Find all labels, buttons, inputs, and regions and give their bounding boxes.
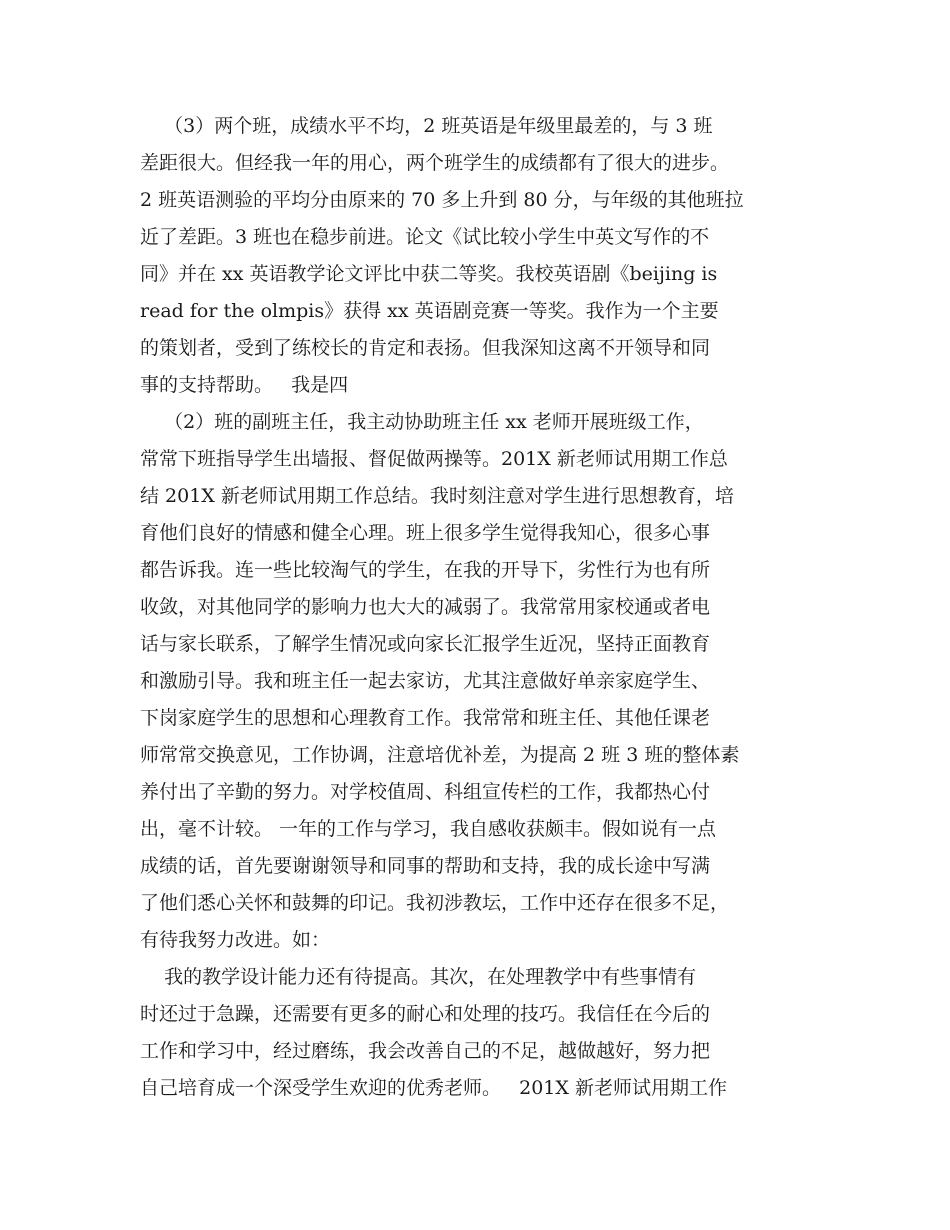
text-line: 的策划者，受到了练校长的肯定和表扬。但我深知这离不开领导和同 [140,337,711,359]
text-line: 和激励引导。我和班主任一起去家访，尤其注意做好单亲家庭学生、 [140,670,711,692]
text-line: （3）两个班，成绩水平不均，2 班英语是年级里最差的，与 3 班 [140,115,713,137]
text-line: 自己培育成一个深受学生欢迎的优秀老师。 201X 新老师试用期工作 [140,1077,727,1099]
text-line: 话与家长联系，了解学生情况或向家长汇报学生近况，坚持正面教育 [140,633,711,655]
text-line: 都告诉我。连一些比较淘气的学生，在我的开导下，劣性行为也有所 [140,559,711,581]
text-line: 收敛，对其他同学的影响力也大大的减弱了。我常常用家校通或者电 [140,596,711,618]
text-line: 下岗家庭学生的思想和心理教育工作。我常常和班主任、其他任课老 [140,707,711,729]
text-line: 事的支持帮助。 我是四 [140,374,349,396]
text-line: 工作和学习中，经过磨练，我会改善自己的不足，越做越好，努力把 [140,1040,711,1062]
text-line: 了他们悉心关怀和鼓舞的印记。我初涉教坛，工作中还存在很多不足， [140,892,730,914]
paragraph-2 [140,404,812,959]
text-line: 成绩的话，首先要谢谢领导和同事的帮助和支持，我的成长途中写满 [140,855,711,877]
text-line: 近了差距。3 班也在稳步前进。论文《试比较小学生中英文写作的不 [140,226,710,248]
text-line: 同》并在 xx 英语教学论文评比中获二等奖。我校英语剧《beijing is [140,263,718,285]
text-line: 出，毫不计较。 一年的工作与学习，我自感收获颇丰。假如说有一点 [140,818,717,840]
text-line: 时还过于急躁，还需要有更多的耐心和处理的技巧。我信任在今后的 [140,1003,711,1025]
text-line: 有待我努力改进。如： [140,929,331,951]
paragraph-3 [140,959,812,1107]
text-line: 育他们良好的情感和健全心理。班上很多学生觉得我知心，很多心事 [140,522,711,544]
document-body [140,108,812,1107]
text-line: 我的教学设计能力还有待提高。其次，在处理教学中有些事情有 [140,966,697,988]
text-line: 差距很大。但经我一年的用心，两个班学生的成绩都有了很大的进步。 [140,152,730,174]
text-line: 2 班英语测验的平均分由原来的 70 多上升到 80 分，与年级的其他班拉 [140,189,744,211]
paragraph-1 [140,108,812,404]
text-line: 结 201X 新老师试用期工作总结。我时刻注意对学生进行思想教育，培 [140,485,734,507]
text-line: （2）班的副班主任，我主动协助班主任 xx 老师开展班级工作， [140,411,704,433]
text-line: 养付出了辛勤的努力。对学校值周、科组宣传栏的工作，我都热心付 [140,781,711,803]
text-line: read for the olmpis》获得 xx 英语剧竞赛一等奖。我作为一个主要 [140,300,719,322]
text-line: 常常下班指导学生出墙报、督促做两操等。201X 新老师试用期工作总 [140,448,728,470]
text-line: 师常常交换意见，工作协调，注意培优补差，为提高 2 班 3 班的整体素 [140,744,740,766]
